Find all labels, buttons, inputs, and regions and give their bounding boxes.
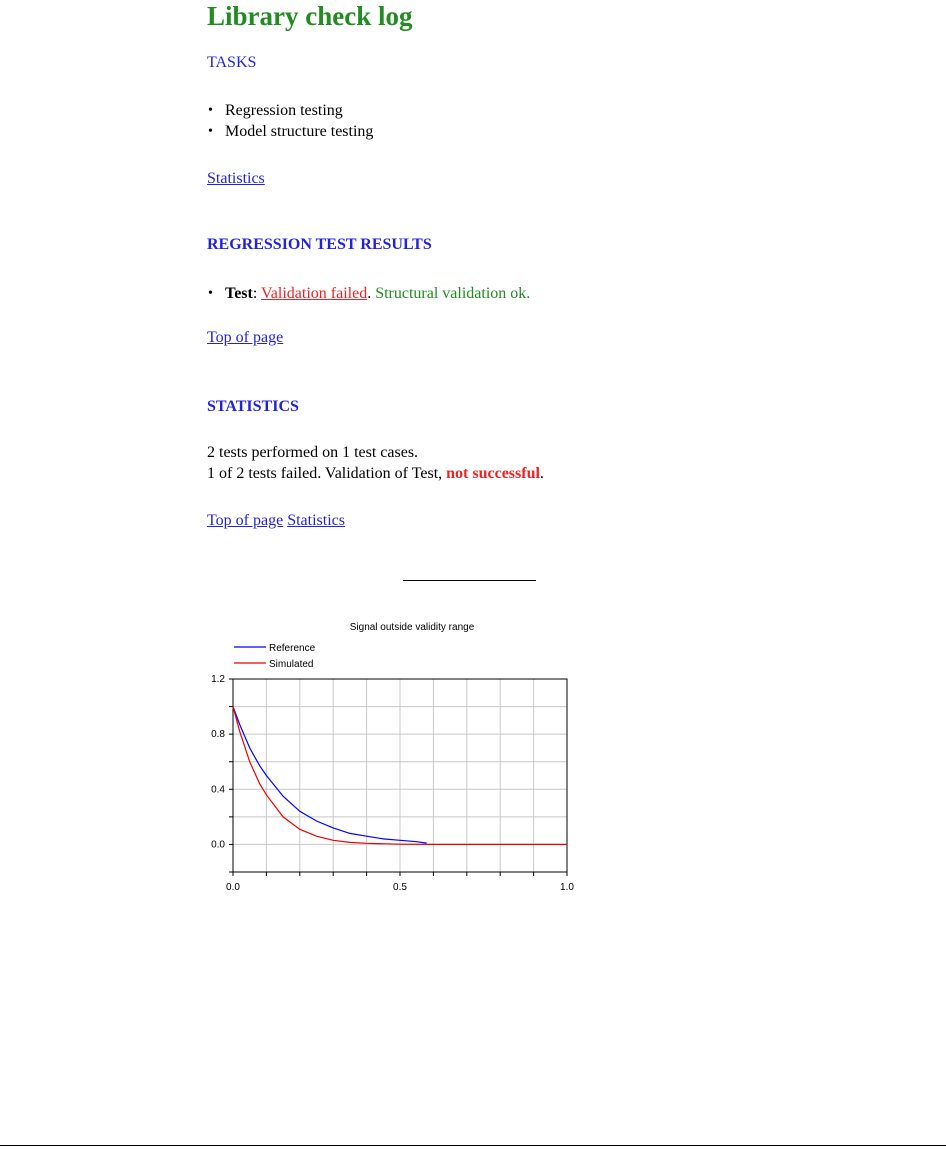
legend-label-simulated: Simulated [269,659,314,670]
tests-failed-text [207,463,544,484]
divider [403,580,536,581]
result-colon: : [252,285,262,302]
y-tick-label: 1.2 [211,674,225,685]
tests-failed-prefix: 1 of 2 tests failed. Validation of Test, [207,465,447,482]
y-tick-label: 0.0 [211,839,225,851]
footer-divider [0,1145,946,1146]
bottom-links [207,511,345,531]
chart-title: Signal outside validity range [349,622,475,633]
regression-results-heading: REGRESSION TEST RESULTS [207,236,432,253]
x-tick-label: 1.0 [560,882,574,893]
not-successful-label: not successful [446,465,540,482]
x-tick-label: 0.5 [393,882,407,893]
tests-performed-text: 2 tests performed on 1 test cases. [207,444,419,461]
top-of-page-link[interactable]: Top of page [207,329,284,346]
tasks-list [207,100,373,142]
test-name: Test [225,285,253,302]
signal-plot [190,612,590,902]
legend-label-reference: Reference [269,643,316,654]
task-item-regression: • Regression testing [207,100,373,121]
structural-status: Structural validation ok. [375,285,531,302]
result-item [207,284,530,304]
tasks-heading: TASKS [207,54,257,71]
statistics-summary [207,442,544,484]
statistics-link[interactable]: Statistics [207,170,265,187]
statistics-heading: STATISTICS [207,398,299,415]
results-list [207,284,530,304]
y-tick-label: 0.8 [211,729,225,741]
result-separator: . [367,285,376,302]
page-title: Library check log [207,1,413,31]
top-of-page-link-2[interactable]: Top of page [207,512,284,529]
tests-failed-suffix: . [539,465,544,482]
statistics-link-2[interactable]: Statistics [287,512,345,529]
x-tick-label: 0.0 [226,882,240,893]
y-tick-label: 0.4 [211,784,225,796]
validation-failed-link[interactable]: Validation failed [261,285,368,302]
task-item-structure: • Model structure testing [207,121,373,142]
